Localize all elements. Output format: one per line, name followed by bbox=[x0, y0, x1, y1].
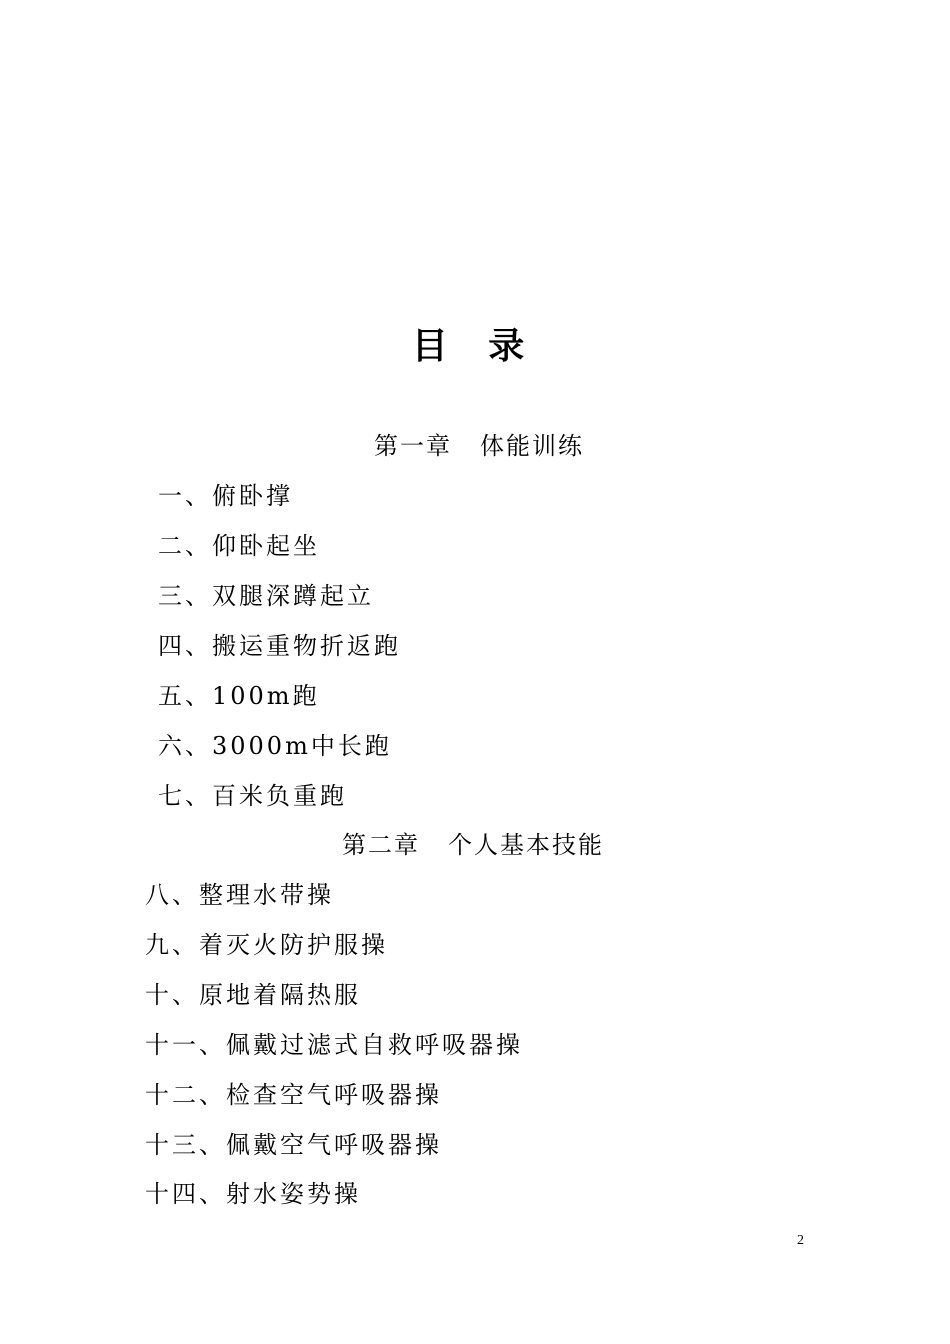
toc-item: 四、搬运重物折返跑 bbox=[158, 632, 401, 660]
chapter-1-name: 体能训练 bbox=[480, 432, 584, 460]
page-number: 2 bbox=[797, 1233, 804, 1248]
toc-item: 十一、佩戴过滤式自救呼吸器操 bbox=[145, 1031, 523, 1059]
toc-item: 十二、检查空气呼吸器操 bbox=[145, 1081, 442, 1109]
toc-item: 七、百米负重跑 bbox=[158, 782, 347, 810]
toc-item: 五、100m跑 bbox=[158, 682, 320, 710]
chapter-2-name: 个人基本技能 bbox=[448, 831, 604, 859]
chapter-2-number: 第二章 bbox=[342, 831, 420, 859]
chapter-1-number: 第一章 bbox=[374, 432, 452, 460]
toc-item: 三、双腿深蹲起立 bbox=[158, 582, 374, 610]
toc-item: 二、仰卧起坐 bbox=[158, 532, 320, 560]
toc-item: 八、整理水带操 bbox=[145, 881, 334, 909]
toc-item: 一、俯卧撑 bbox=[158, 482, 293, 510]
chapter-1-heading bbox=[374, 430, 584, 462]
toc-item: 九、着灭火防护服操 bbox=[145, 931, 388, 959]
toc-title: 目 录 bbox=[411, 325, 539, 367]
toc-item: 六、3000m中长跑 bbox=[158, 732, 392, 760]
toc-item: 十三、佩戴空气呼吸器操 bbox=[145, 1131, 442, 1159]
toc-item: 十四、射水姿势操 bbox=[145, 1180, 361, 1208]
toc-item: 十、原地着隔热服 bbox=[145, 981, 361, 1009]
chapter-2-heading bbox=[342, 829, 604, 861]
